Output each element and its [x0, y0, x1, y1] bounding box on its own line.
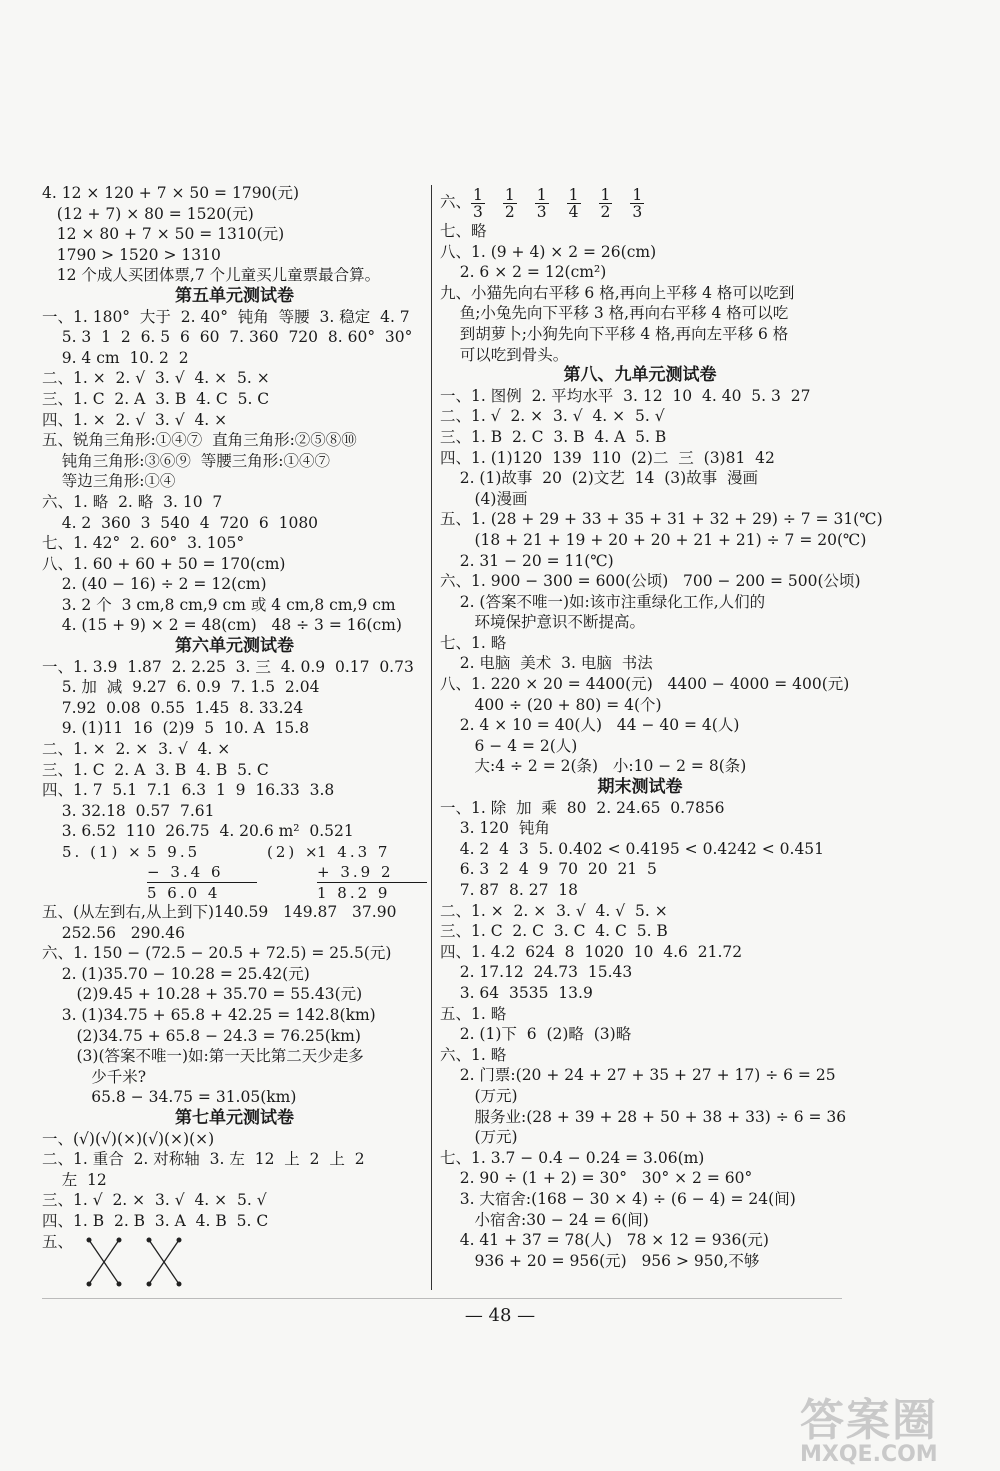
matching-dot [87, 1281, 92, 1286]
answer-line: (2)34.75 + 65.8 − 24.3 = 76.25(km) [42, 1026, 361, 1045]
answer-line: 二、1. √ 2. × 3. √ 4. × 5. √ [440, 407, 665, 426]
answer-line: 4. 2 360 3 540 4 720 6 1080 [42, 513, 319, 532]
answer-line: 二、1. × 2. √ 3. √ 4. × 5. × [42, 369, 270, 388]
answer-line: 2. (40 − 16) ÷ 2 = 12(cm) [42, 575, 267, 594]
matching-label: 五、 [42, 1232, 74, 1251]
left-column [42, 183, 427, 1292]
answer-line: 四、1. × 2. √ 3. √ 4. × [42, 410, 228, 429]
answer-line: 12 × 80 + 7 × 50 = 1310(元) [42, 225, 285, 244]
answer-line: 4. 12 × 120 + 7 × 50 = 1790(元) [42, 184, 300, 202]
vertical-label-1 [62, 842, 142, 862]
answer-line: 2. (答案不唯一)如:该市注重绿化工作,人们的 [440, 592, 766, 611]
answer-line: 环境保护意识不断提高。 [440, 613, 645, 632]
answer-line: 3. 64 3535 13.9 [440, 983, 593, 1002]
matching-dot [177, 1237, 182, 1242]
answer-line: 五、1. (28 + 29 + 33 + 35 + 31 + 32 + 29) ÷ 7 = 31(℃) [440, 510, 883, 529]
answer-line: 3. 大宿舍:(168 − 30 × 4) ÷ (6 − 4) = 24(间) [440, 1189, 796, 1208]
fraction-answers [440, 183, 840, 221]
vertical-row: + 3.9 2 [317, 862, 427, 883]
answer-line: 五、锐角三角形:①④⑦ 直角三角形:②⑤⑧⑩ [42, 431, 357, 450]
fraction-denominator: 2 [600, 202, 611, 221]
answer-line: 4. 2 4 3 5. 0.402 < 0.4195 < 0.4242 < 0.451 [440, 839, 825, 858]
answer-line: (2)9.45 + 10.28 + 35.70 = 55.43(元) [42, 985, 363, 1004]
answer-line: (12 + 7) × 80 = 1520(元) [42, 204, 254, 223]
fraction [535, 187, 549, 220]
fraction-numerator: 1 [473, 185, 483, 204]
vertical-label-text: (2) × [267, 843, 321, 861]
watermark-text: 答案圈 [800, 1395, 938, 1446]
answer-line: 9. (1)11 16 (2)9 5 10. A 15.8 [42, 719, 310, 738]
answer-line: 大:4 ÷ 2 = 2(条) 小:10 − 2 = 8(条) [440, 757, 747, 776]
section-title: 期末测试卷 [597, 777, 683, 798]
answer-line: 3. 32.18 0.57 7.61 [42, 801, 215, 820]
answer-line: 6. 3 2 4 9 70 20 21 5 [440, 860, 657, 879]
answer-line: 六、1. 略 2. 略 3. 10 7 [42, 492, 223, 511]
answer-line: 3. 120 钝角 [440, 819, 550, 838]
matching-dot [117, 1281, 122, 1286]
answer-line: 七、1. 3.7 − 0.4 − 0.24 = 3.06(m) [440, 1148, 705, 1167]
watermark-url: MXQE.COM [800, 1442, 938, 1467]
answer-line: 65.8 − 34.75 = 31.05(km) [42, 1088, 297, 1107]
answer-line: 八、1. 220 × 20 = 4400(元) 4400 − 4000 = 400(元) [440, 675, 850, 694]
answer-line: 三、1. C 2. C 3. C 4. C 5. B [440, 922, 668, 941]
section-title: 第六单元测试卷 [175, 636, 294, 657]
answer-line: 12 个成人买团体票,7 个儿童买儿童票最合算。 [42, 266, 381, 285]
answer-line: 一、1. 图例 2. 平均水平 3. 12 10 4. 40 5. 3 27 [440, 386, 811, 405]
answer-line: 可以吃到骨头。 [440, 345, 569, 364]
fraction-denominator: 3 [632, 202, 643, 221]
answer-line: 一、1. 3.9 1.87 2. 2.25 3. 三 4. 0.9 0.17 0.73 [42, 657, 414, 676]
matching-dot [117, 1237, 122, 1242]
answer-line: 一、1. 180° 大于 2. 40° 钝角 等腰 3. 稳定 4. 7 [42, 307, 410, 326]
vertical-block-a [147, 842, 257, 903]
answer-line: 3. (1)34.75 + 65.8 + 42.25 = 142.8(km) [42, 1005, 376, 1024]
answer-line: 2. 31 − 20 = 11(℃) [440, 551, 614, 570]
answer-line: 7.92 0.08 0.55 1.45 8. 33.24 [42, 698, 304, 717]
answer-line: (4)漫画 [440, 489, 528, 508]
answer-line: 钝角三角形:③⑥⑨ 等腰三角形:①④⑦ [42, 451, 331, 470]
fraction-prefix: 六、 [440, 193, 472, 211]
column-divider [431, 185, 432, 1290]
answer-line: 9. 4 cm 10. 2 2 [42, 348, 189, 367]
watermark-logo [800, 1384, 990, 1467]
answer-line: 五、(从左到右,从上到下)140.59 149.87 37.90 [42, 903, 397, 921]
answer-line: 小宿舍:30 − 24 = 6(间) [440, 1210, 649, 1229]
answer-line: 三、1. B 2. C 3. B 4. A 5. B [440, 427, 667, 446]
matching-diagram [42, 1232, 427, 1292]
answer-line: (万元) [440, 1128, 518, 1147]
answer-line: 三、1. √ 2. × 3. √ 4. × 5. √ [42, 1191, 267, 1210]
section-title: 第七单元测试卷 [175, 1107, 294, 1128]
answer-line: 四、1. 4.2 624 8 1020 10 4.6 21.72 [440, 942, 743, 961]
answer-line: 五、1. 略 [440, 1004, 507, 1023]
answer-line: 252.56 290.46 [42, 923, 185, 942]
answer-line: 2. 门票:(20 + 24 + 27 + 35 + 27 + 17) ÷ 6 = 25 [440, 1066, 836, 1085]
answer-line: 5. 加 减 9.27 6. 0.9 7. 1.5 2.04 [42, 678, 320, 697]
answer-line: (18 + 21 + 19 + 20 + 20 + 21 + 21) ÷ 7 = 20(℃) [440, 530, 867, 549]
matching-dot [147, 1281, 152, 1286]
answer-line: 2. (1)35.70 − 10.28 = 25.42(元) [42, 964, 310, 983]
answer-line: 七、1. 略 [440, 633, 507, 652]
answer-line: 二、1. × 2. × 3. √ 4. √ 5. × [440, 901, 668, 920]
answer-line: 服务业:(28 + 39 + 28 + 50 + 38 + 33) ÷ 6 = 36 [440, 1107, 847, 1126]
vertical-row: 1 8.2 9 [317, 884, 391, 902]
answer-line: 二、1. × 2. × 3. √ 4. × [42, 740, 231, 759]
matching-dot [147, 1237, 152, 1242]
section-title: 第八、九单元测试卷 [563, 365, 717, 386]
answer-line: 一、(√)(√)(×)(√)(×)(×) [42, 1129, 215, 1148]
answer-line: 六、1. 略 [440, 1045, 507, 1064]
answer-line: 七、1. 42° 2. 60° 3. 105° [42, 534, 245, 553]
fraction-denominator: 4 [568, 202, 579, 221]
fraction-denominator: 2 [504, 202, 515, 221]
answer-line: 400 ÷ (20 + 80) = 4(个) [440, 695, 662, 714]
fraction [503, 187, 517, 220]
fraction [567, 187, 581, 220]
fraction-numerator: 1 [504, 185, 515, 204]
vertical-label-2 [267, 842, 321, 862]
answer-line: 6 − 4 = 2(人) [440, 736, 578, 755]
matching-dot [177, 1281, 182, 1286]
answer-line: 四、1. (1)120 139 110 (2)二 三 (3)81 42 [440, 448, 775, 467]
answer-line: 2. 6 × 2 = 12(cm²) [440, 263, 607, 282]
matching-dot [87, 1237, 92, 1242]
answer-line: 3. 6.52 110 26.75 4. 20.6 m² 0.521 [42, 822, 354, 841]
answer-line: 4. 41 + 37 = 78(人) 78 × 12 = 936(元) [440, 1231, 769, 1250]
answer-line: 八、1. (9 + 4) × 2 = 26(cm) [440, 242, 657, 261]
fraction-numerator: 1 [632, 185, 643, 204]
answer-line: 二、1. 重合 2. 对称轴 3. 左 12 上 2 上 2 [42, 1150, 365, 1169]
answer-line: 936 + 20 = 956(元) 956 > 950,不够 [440, 1251, 760, 1270]
vertical-row: 5 6.0 4 [147, 884, 221, 902]
section-title: 第五单元测试卷 [175, 285, 294, 306]
answer-line: 到胡萝卜;小狗先向下平移 4 格,再向左平移 6 格 [440, 324, 789, 343]
answer-line: 三、1. C 2. A 3. B 4. B 5. C [42, 760, 269, 779]
fraction-denominator: 3 [536, 202, 547, 221]
answer-line: (3)(答案不唯一)如:第一天比第二天少走多 [42, 1047, 364, 1066]
answer-line: 2. (1)故事 20 (2)文艺 14 (3)故事 漫画 [440, 469, 759, 488]
fraction [599, 187, 613, 220]
answer-line: 少千米? [42, 1067, 147, 1086]
answer-line: 四、1. 7 5.1 7.1 6.3 1 9 16.33 3.8 [42, 781, 335, 800]
answer-line: 2. 17.12 24.73 15.43 [440, 963, 633, 982]
answer-line: 六、1. 900 − 300 = 600(公顷) 700 − 200 = 500(公顷) [440, 572, 861, 591]
right-column [440, 183, 883, 1271]
vertical-label-text: 5. (1) × [62, 843, 144, 861]
vertical-row: 5 9.5 [147, 843, 201, 861]
fraction [630, 187, 644, 220]
answer-line: 九、小猫先向右平移 6 格,再向上平移 4 格可以吃到 [440, 283, 795, 302]
answer-line: 4. (15 + 9) × 2 = 48(cm) 48 ÷ 3 = 16(cm) [42, 616, 402, 635]
answer-line: 八、1. 60 + 60 + 50 = 170(cm) [42, 554, 286, 573]
vertical-row: − 3.4 6 [147, 862, 257, 883]
answer-line: 六、1. 150 − (72.5 − 20.5 + 72.5) = 25.5(元) [42, 944, 392, 963]
page-number: — 48 — [464, 1305, 536, 1326]
vertical-block-b [317, 842, 427, 903]
answer-line: 5. 3 1 2 6. 5 6 60 7. 360 720 8. 60° 30° [42, 328, 413, 347]
answer-line: 7. 87 8. 27 18 [440, 881, 579, 899]
answer-line: 鱼;小兔先向下平移 3 格,再向右平移 4 格可以吃 [440, 304, 789, 323]
answer-line: 三、1. C 2. A 3. B 4. C 5. C [42, 389, 270, 408]
matching-lines [64, 1232, 184, 1292]
fraction-numerator: 1 [536, 185, 547, 204]
answer-line: 七、略 [440, 222, 487, 240]
answer-line: 一、1. 除 加 乘 80 2. 24.65 0.7856 [440, 798, 725, 817]
fraction [471, 187, 485, 220]
answer-line: 2. 4 × 10 = 40(人) 44 − 40 = 4(人) [440, 716, 740, 735]
answer-line: 四、1. B 2. B 3. A 4. B 5. C [42, 1211, 269, 1230]
answer-line: 3. 2 个 3 cm,8 cm,9 cm 或 4 cm,8 cm,9 cm [42, 595, 396, 614]
answer-line: 1790 > 1520 > 1310 [42, 245, 221, 264]
vertical-calculation [42, 842, 427, 902]
fraction-numerator: 1 [600, 185, 611, 204]
fraction-denominator: 3 [473, 202, 483, 221]
vertical-row: 1 4.3 7 [317, 843, 391, 861]
fraction-numerator: 1 [568, 185, 579, 204]
answer-line: 左 12 [42, 1170, 107, 1189]
answer-line: 2. 电脑 美术 3. 电脑 书法 [440, 654, 653, 673]
answer-line: 2. (1)下 6 (2)略 (3)略 [440, 1025, 632, 1044]
answer-line: (万元) [440, 1086, 518, 1105]
answer-line: 等边三角形:①④ [42, 472, 176, 491]
answer-line: 2. 90 ÷ (1 + 2) = 30° 30° × 2 = 60° [440, 1169, 753, 1188]
bottom-rule [42, 1298, 842, 1299]
